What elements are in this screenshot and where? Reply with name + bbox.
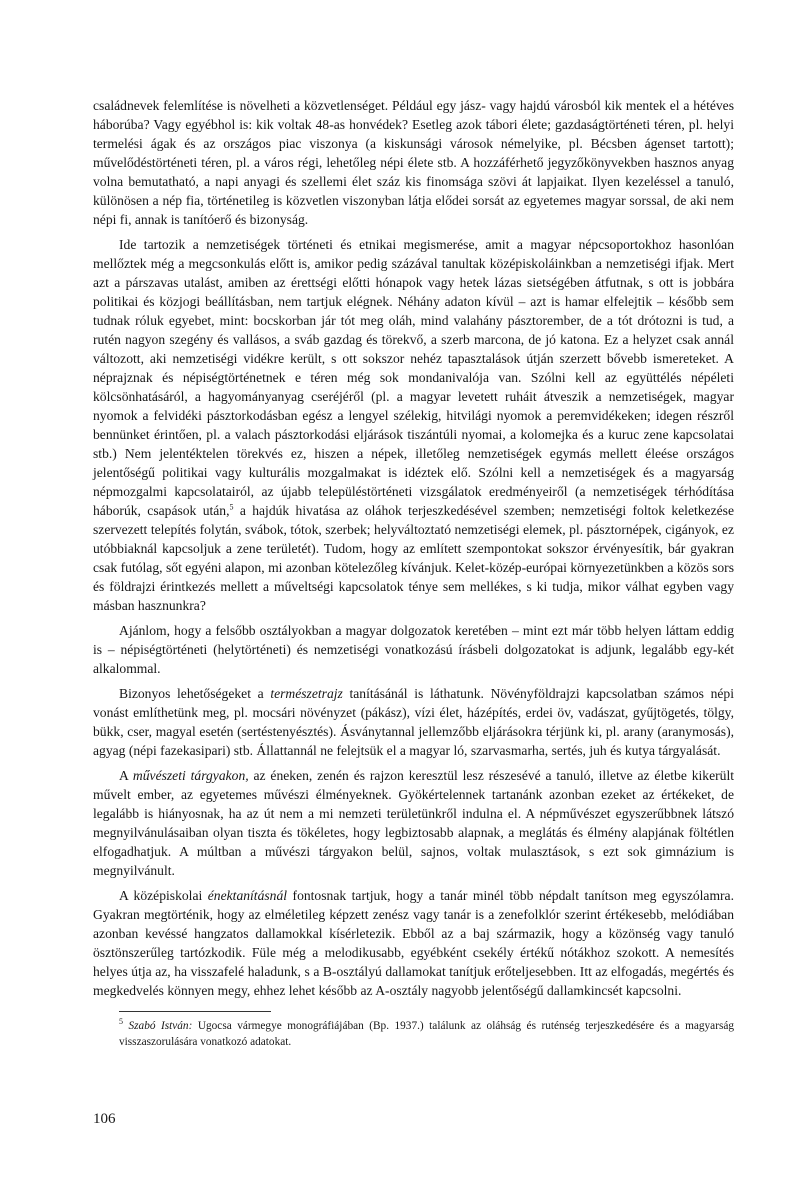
- paragraph-6-emphasis: énektanításnál: [207, 888, 288, 903]
- paragraph-2-text-a: Ide tartozik a nemzetiségek történeti és etnikai megismerése, amit a magyar népcsoportokhoz hasonlóan mellőztek még a megcsonkulás előtt is, amikor pedig százával tanultak középiskoláinkban a nemzetiségi ifjak. Mert azt a párszavas utalást, amiben az érettségi előtti hónapok vagy hetek lázas sietségében átfutnak, s ott is jobbára politikai és közjogi beállításban, nem tartjuk elégnek. Néhány adaton kívül – azt is hamar elfelejtik – később sem tudnak róluk egyebet, mint: bocskorban jár tót meg oláh, mind valahány pásztorember, de a tót drótozni is tud, a rutén nagyon szegény és vallásos, a sváb gazdag és törekvő, a szerb marcona, de jó katona. Ez a helyzet csak annál változott, aki nemzetiségi vidékre került, s ott sokszor nehéz tapasztalások útján szerzett bővebb ismereteket. A néprajznak és népiségtörténetnek e téren még sok mondanivalója van. Szólni kell az együttélés népéleti kölcsönhatásáról, a hagyományanyag cseréjéről (pl. a magyar levetett ruháit átveszik a nemzetiségek, magyar nyomok a felvidéki pásztorkodásban egész a lengyel szélekig, hitvilági nyomok a peremvidékeken; idegen részről bennünket érintően, pl. a valach pásztorkodási eljárások tiszántúli nyomai, a kolomejka és a kuruc zene kapcsolatai stb.) Nem jelentéktelen törekvés ez, hiszen a népek, illetőleg nemzetiségek egymás mellett éleése országos jelentőségű politikai vagy kulturális mozgalmakat is idéztek elő. Szólni kell a nemzetiségek és a magyarság népmozgalmi kapcsolatairól, az újabb településtörténeti vizsgálatok eredményeiről (a nemzetiségek térhódítása háborúk, csapások után,: [93, 237, 734, 518]
- footnote-marker[interactable]: 5: [229, 502, 234, 512]
- paragraph-6-text-a: A középiskolai: [119, 888, 208, 903]
- paragraph-5-text-b: az éneken, zenén és rajzon keresztül lesz részesévé a tanuló, illetve az életbe kikerült művelt ember, az egyetemes művészi élményeknek. Gyökértelennek tartanánk azonban ezeket az értékeket, de legalább is hiányosnak, ha az út nem a mi nemzeti területünkről indulna el. A népművészet egyszerűbbnek látszó megnyilvánulásaiban olyan tiszta és tökéletes, hogy legbiztosabb alapnak, a meglátás és élmény alapjának föltétlen elfogadhatjuk. A múltban a művészi tárgyakon belül, sajnos, voltak mulasztások, s ezt sok gimnázium is megnyilvánult.: [93, 768, 734, 878]
- paragraph-4-emphasis: természetrajz: [270, 686, 343, 701]
- paragraph-2-text-b: a hajdúk hivatása az oláhok terjeszkedésével szemben; nemzetiségi foltok keletkezése szervezett telepítés folytán, svábok, tótok, szerbek; helyváltoztató nemzetiségi elemek, pl. pásztornépek, cigányok, ez utóbbiaknál kapcsoljuk a zene területét). Tudom, hogy az említett szempontokat sokszor érvényesítik, bár gyakran csak futólag, sőt egyéni alapon, mi azonban kötelezőleg kívánjuk. Kelet-közép-európai környezetünkben a közös sors és földrajzi érintkezés mellett a műveltségi kapcsolatok ténye sem mellékes, s ki tudja, mikor válhat egyben vagy másban hasznunkra?: [93, 503, 734, 613]
- footnote-number: 5: [119, 1017, 123, 1027]
- paragraph-2: [93, 235, 734, 615]
- paragraph-3-text: Ajánlom, hogy a felsőbb osztályokban a magyar dolgozatok keretében – mint ezt már több helyen láttam eddig is – népiségtörténeti (helytörténeti) és nemzetiségi vonatkozású írásbeli dolgozatokat is adjunk, legalább egy-két alkalommal.: [93, 623, 734, 676]
- paragraph-1-text: családnevek felemlítése is növelheti a közvetlenséget. Például egy jász- vagy hajdú városból kik mentek el a hétéves háborúba? Vagy egyébhol is: kik voltak 48-as honvédek? Esetleg azok tábori élete; gazdaságtörténeti téren, pl. helyi termelési ágak és az országos piac viszonya (a kiskunsági városok némelyike, pl. Bécsben ágenset tartott); művelődéstörténeti téren, pl. a város régi, lehetőleg népi élete stb. A hozzáférhető jegyzőkönyvekben hasznos anyag volna bemutatható, a napi anyagi és szellemi élet száz kis finomsága szövi át lapjaikat. Ilyen kezeléssel a tanuló, különösen a nép fia, történetileg is közvetlen viszonyban látja elődei sorsát az egyetemes magyar sorssal, de aki nem népi fi, annak is tanítóerő és bizonyság.: [93, 98, 734, 227]
- footnote-author: Szabó István:: [128, 1020, 193, 1032]
- paragraph-5-text-a: A: [119, 768, 133, 783]
- paragraph-6: [93, 886, 734, 1000]
- paragraph-4: [93, 684, 734, 760]
- footnote: [93, 1018, 734, 1050]
- paragraph-5: [93, 766, 734, 880]
- paragraph-1: [93, 96, 734, 229]
- paragraph-5-emphasis: művészeti tárgyakon,: [132, 768, 249, 783]
- footnote-text: Ugocsa vármegye monográfiájában (Bp. 1937.) találunk az oláhság és ruténség terjeszkedésére és a magyarság visszaszorulására vonatkozó adatokat.: [119, 1020, 735, 1048]
- paragraph-6-text-b: fontosnak tartjuk, hogy a tanár minél több népdalt tanítson meg egyszólamra. Gyakran megtörténik, hogy az elméletileg képzett zenész vagy tanár is a zenefolklór szerint értékesebb, melódiában azonban kevéssé hangzatos dallamokkal kísérletezik. Ebből az a baj származik, hogy a közönség vagy tanuló ösztönszerűleg tartózkodik. Füle még a melodikusabb, egyébként csekély értékű nótákhoz szokott. A nemesítés helyes útja az, ha visszafelé haladunk, s a B-osztályú dallamokat tanítjuk erőteljesebben. Itt az elfogadás, megértés és megkedvelés könnyen megy, ehhez lehet később az A-osztály nagyobb jelentőségű dallamkincsét kapcsolni.: [93, 888, 734, 998]
- paragraph-3: [93, 621, 734, 678]
- paragraph-4-text-a: Bizonyos lehetőségeket a: [119, 686, 271, 701]
- page-number: 106: [93, 1111, 116, 1127]
- paragraph-4-text-b: tanításánál is láthatunk. Növényföldrajzi kapcsolatban számos népi vonást említhetünk meg, pl. mocsári növényzet (pákász), vízi élet, házépítés, erdei öv, vadászat, gyűjtögetés, tölgy, bükk, cser, magyal esetén (sertéstenyésztés). Ásványtannal jellemzőbb eljárásokra térjünk ki, pl. arany (aranymosás), agyag (népi fazekasipari) stb. Állattannál ne felejtsük el a magyar ló, szarvasmarha, sertés, juh és kutya tárgyalását.: [93, 686, 734, 758]
- footnote-divider: [119, 1011, 271, 1012]
- page-body: [93, 96, 734, 1050]
